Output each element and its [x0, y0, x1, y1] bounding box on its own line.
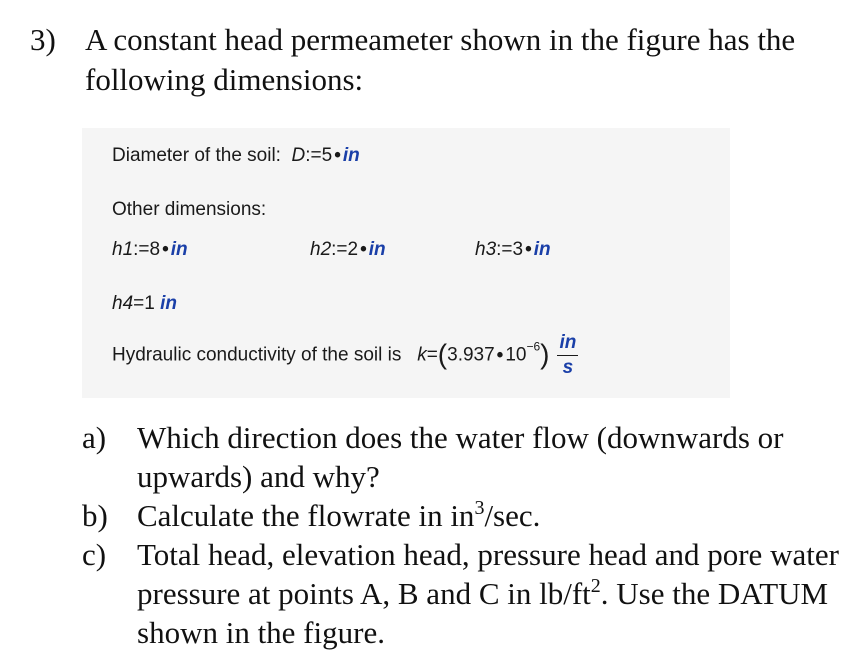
h4-row: [112, 293, 177, 315]
part-text: Which direction does the water flow (downwards or upwards) and why?: [137, 420, 784, 494]
h1-row: [112, 239, 188, 261]
h2-row: [310, 239, 386, 261]
superscript: 2: [590, 575, 601, 597]
k-unit-denominator: s: [562, 357, 574, 378]
h1-value: 8: [149, 239, 161, 260]
k-unit-numerator: in: [557, 333, 578, 356]
k-exponent: −6: [526, 339, 541, 354]
part-text: Total head, elevation head, pressure head and pore water pressure at points A, B and C in lb/ft: [137, 537, 839, 611]
diameter-unit: in: [342, 145, 360, 166]
part-label: a): [82, 420, 107, 455]
part-text: Calculate the flowrate in in: [137, 498, 475, 533]
dot-operator: •: [360, 239, 367, 260]
h2-unit: in: [368, 239, 386, 260]
dot-operator: •: [334, 145, 341, 166]
superscript: 3: [474, 497, 485, 519]
k-label: Hydraulic conductivity of the soil is: [112, 344, 402, 366]
part-b: [82, 496, 842, 535]
diameter-label: Diameter of the soil:: [112, 145, 281, 166]
h2-value: 2: [347, 239, 359, 260]
part-a: [82, 418, 842, 496]
h1-var: h1: [112, 239, 134, 260]
h4-unit: in: [160, 293, 177, 314]
diameter-op: :=: [305, 145, 322, 166]
h1-unit: in: [170, 239, 188, 260]
h3-row: [475, 239, 551, 261]
paren-open: (: [437, 338, 448, 370]
part-c: [82, 535, 842, 652]
k-base: 10: [505, 344, 527, 366]
given-values-panel: [82, 128, 730, 398]
part-label: b): [82, 498, 108, 533]
sub-questions: [82, 418, 842, 652]
dot-operator: •: [496, 344, 504, 366]
dot-operator: •: [162, 239, 169, 260]
diameter-row: [112, 145, 360, 167]
diameter-var: D: [291, 145, 306, 166]
h4-value: 1: [144, 293, 155, 314]
h3-unit: in: [533, 239, 551, 260]
h3-op: :=: [496, 239, 513, 260]
h3-var: h3: [475, 239, 497, 260]
h3-value: 3: [512, 239, 524, 260]
k-var: k: [417, 344, 427, 366]
k-row: [112, 333, 578, 378]
dot-operator: •: [525, 239, 532, 260]
h4-op: =: [133, 293, 145, 314]
h2-var: h2: [310, 239, 332, 260]
part-text-end: /sec.: [484, 498, 541, 533]
k-unit-fraction: [557, 333, 578, 378]
other-dimensions-label: Other dimensions:: [112, 199, 267, 220]
h2-op: :=: [331, 239, 348, 260]
part-label: c): [82, 537, 107, 572]
h4-var: h4: [112, 293, 134, 314]
k-mantissa: 3.937: [447, 344, 495, 366]
h1-op: :=: [133, 239, 150, 260]
paren-close: ): [540, 338, 550, 370]
question-text: A constant head permeameter shown in the figure has the following dimensions:: [85, 22, 796, 97]
k-op: =: [426, 344, 438, 366]
question-number: 3): [30, 22, 56, 57]
part-text-end: . Use the DATUM shown in the figure.: [137, 576, 829, 650]
diameter-value: 5: [321, 145, 333, 166]
